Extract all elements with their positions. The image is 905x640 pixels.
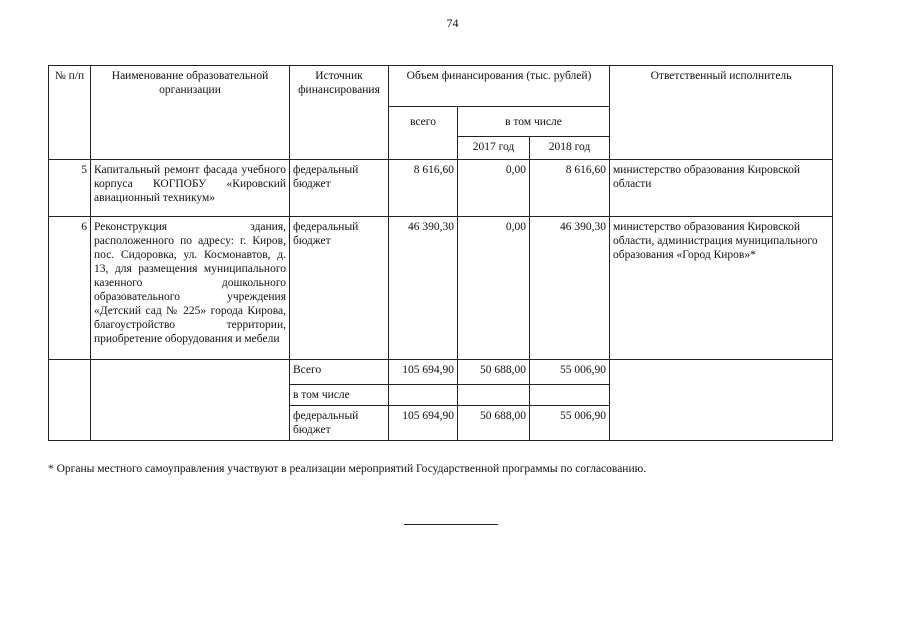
row-num: 6 [49, 217, 91, 360]
summary-total-row [49, 360, 833, 385]
header-including: в том числе [458, 107, 610, 137]
row-executor: министерство образования Кировской области, администрация муниципального образования «Город Киров»* [610, 217, 833, 360]
summary-empty-2018 [530, 385, 610, 406]
table-row [49, 217, 833, 360]
row-org: Реконструкция здания, расположенного по адресу: г. Киров, пос. Сидоровка, ул. Космонавтов, д. 13, для размещения муниципального казенного дошкольного образовательного учреждения «Детский сад № 225» города Кирова, благоустройство территории, приобретение оборудования и мебели [91, 217, 290, 360]
header-2017: 2017 год [458, 137, 530, 160]
header-executor: Ответственный исполнитель [610, 66, 833, 160]
header-org: Наименование образовательной организации [91, 66, 290, 160]
table-row [49, 160, 833, 217]
financing-table [48, 65, 833, 441]
row-source: федеральный бюджет [290, 160, 389, 217]
summary-executor-cell [610, 360, 833, 441]
summary-federal-2017: 50 688,00 [458, 406, 530, 441]
row-2018: 8 616,60 [530, 160, 610, 217]
summary-org-cell [91, 360, 290, 441]
header-2018: 2018 год [530, 137, 610, 160]
end-divider [404, 524, 498, 525]
row-2017: 0,00 [458, 160, 530, 217]
summary-total-label: Всего [290, 360, 389, 385]
row-num: 5 [49, 160, 91, 217]
page-number: 74 [446, 16, 459, 30]
summary-total: 105 694,90 [389, 360, 458, 385]
summary-empty-2017 [458, 385, 530, 406]
summary-empty-total [389, 385, 458, 406]
table-header-row [49, 66, 833, 107]
row-2017: 0,00 [458, 217, 530, 360]
summary-federal-2018: 55 006,90 [530, 406, 610, 441]
summary-federal-label: федеральный бюджет [290, 406, 389, 441]
row-2018: 46 390,30 [530, 217, 610, 360]
header-source: Источник финансирования [290, 66, 389, 160]
row-total: 46 390,30 [389, 217, 458, 360]
summary-federal-total: 105 694,90 [389, 406, 458, 441]
header-num: № п/п [49, 66, 91, 160]
header-volume: Объем финансирования (тыс. рублей) [389, 66, 610, 107]
row-total: 8 616,60 [389, 160, 458, 217]
summary-2017: 50 688,00 [458, 360, 530, 385]
footnote: * Органы местного самоуправления участвуют в реализации мероприятий Государственной программы по согласованию. [48, 463, 647, 475]
summary-2018: 55 006,90 [530, 360, 610, 385]
summary-num-cell [49, 360, 91, 441]
row-org: Капитальный ремонт фасада учебного корпуса КОГПОБУ «Кировский авиационный техникум» [91, 160, 290, 217]
summary-including-label: в том числе [290, 385, 389, 406]
row-source: федеральный бюджет [290, 217, 389, 360]
header-total: всего [389, 107, 458, 160]
row-executor: министерство образования Кировской области [610, 160, 833, 217]
